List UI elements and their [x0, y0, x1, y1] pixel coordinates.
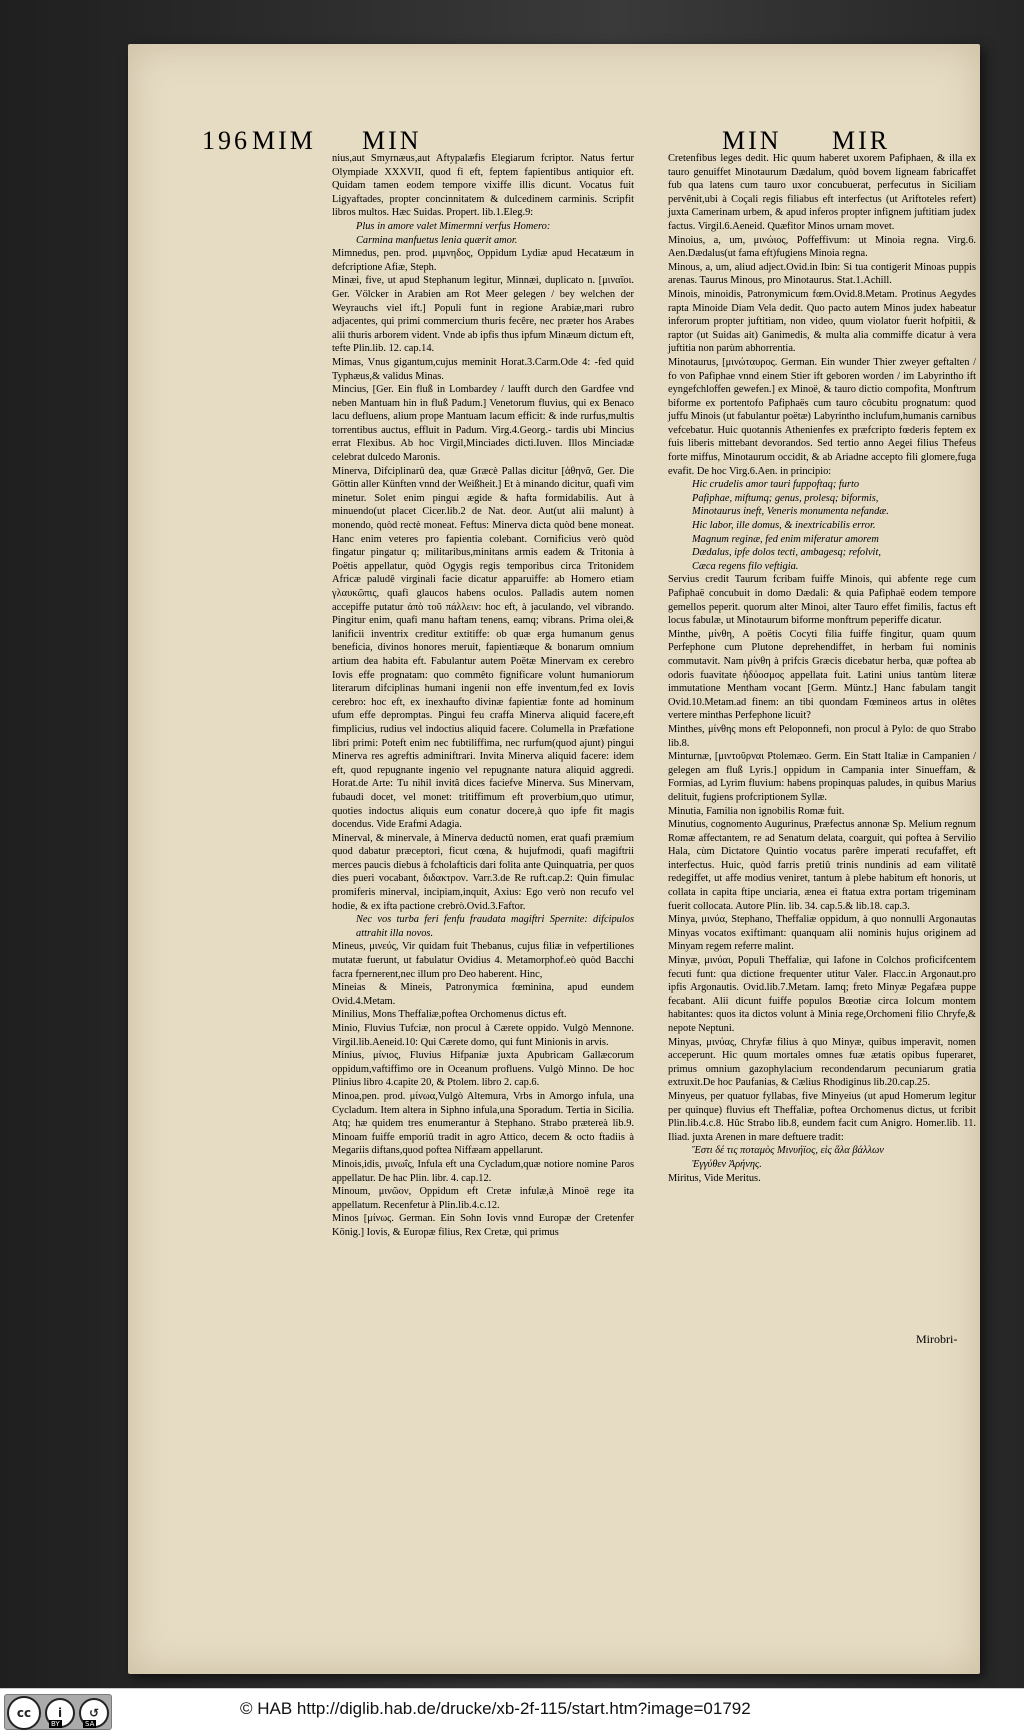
sa-label: SA [85, 1720, 95, 1728]
entry-mineus: Mineus, μινεύς, Vir quidam fuit Thebanus, cujus filiæ in vefpertiliones mutatæ fuerunt, ut fabulatur Ovidius 4. Metamorphof.eò quòd Bacchi facra fpernerent,nec illum pro Deo haberent. Hinc, [332, 941, 634, 980]
entry-mimnermus-cont: nius,aut Smyrnæus,aut Aftypalæfis Elegiarum fcriptor. Natus fertur Olympiade XXXVII, quod fi eft, feptem fapientibus antiquior eft. Quidam tamen eodem tempore vixiffe illis dicunt. Vocatus fuit Ligyaftades, propter concinnitatem & dulcedinem carminis. Scripfit libros multos. Hæc Suidas. Propert. lib.1.Eleg.9: [332, 153, 634, 219]
right-column [668, 152, 976, 1185]
entry-minoum: Minoum, μινῶον, Oppidum eft Cretæ infulæ,à Minoë rege ita appellatum. Recenfetur à Plin.lib.4.c.12. [332, 1186, 634, 1211]
entry-minio: Minio, Fluvius Tufciæ, non procul à Cærete oppido. Vulgò Mennone. Virgil.lib.Aeneid.10: Qui Cærete domo, qui funt Minionis in arvis. [332, 1023, 634, 1048]
entry-minius: Minius, μίνιος, Fluvius Hifpaniæ juxta Apubricam Gallæcorum oppidum,vaftiffimo ore in Oceanum profluens. Vulgò Minno. De hoc Plinius libro 4.capite 20, & Ptolem. libro 2. cap.6. [332, 1050, 634, 1089]
entry-minyas: Minyas, μινύας, Chryfæ filius à quo Minyæ, quibus imperavit, nomen acceperunt. Hic quum mortales omnes fuæ ætatis opibus fuperaret, primus omnium gazophylacium recondendarum pecuniarum gratia extruxit.De hoc Paufanias, & Cælius Rhodiginus lib.20.cap.25. [668, 1036, 976, 1089]
verse-line: Hic labor, ille domus, & inextricabilis error. [692, 520, 876, 532]
entry-minyae: Minyæ, μινύαι, Populi Theffaliæ, qui Iafone in Colchos proficifcentem fecuti funt: qua dictione frequenter utitur Valer. Flacc.in Argonaut.pro ipfis Argonautis. Ovid.lib.7.Metam. Iamq; freto Minyæ Pegafæa puppe fecabant. Alii dicunt fuiffe populos Bœotiæ circa Iolcum montem habitantes: quos ita dictos volunt à Minia rege,Orchomeni filio Chryfe,& nepote Neptuni. [668, 955, 976, 1034]
source-link[interactable]: © HAB http://diglib.hab.de/drucke/xb-2f-115/start.htm?image=01792 [240, 1699, 751, 1718]
verse-line: Carmina manfuetus lenia quærit amor. [356, 234, 518, 246]
by-label: BY [51, 1720, 60, 1728]
entry-mimas: Mimas, Vnus gigantum,cujus meminit Horat.3.Carm.Ode 4: -fed quid Typhæus,& validus Minas. [332, 356, 634, 382]
entry-miritus: Miritus, Vide Meritus. [668, 1172, 761, 1184]
attribution-icon: i [45, 1698, 75, 1728]
entry-minyeus: Minyeus, per quatuor fyllabas, five Minyeius (ut apud Homerum legitur per quinque) fluvius eft Theffaliæ, poftea Orchomenus dictus, ut fcribit Plin.lib.4.c.8. Hûc Strabo lib.8, eundem facit cum Anigro. Homer.lib. 11. Iliad. juxta Arenen in mare deftuere tradit: [668, 1090, 976, 1143]
verse-line: Cæca regens filo veftigia. [692, 560, 799, 572]
cc-icon: cc [7, 1696, 41, 1730]
verse-line: Plus in amore valet Mimermni verfus Homero: [356, 220, 551, 232]
entry-minilius: Minilius, Mons Theffaliæ,poftea Orchomenus dictus eft. [332, 1009, 567, 1021]
headword-2: MIN [362, 126, 422, 155]
entry-minturnae: Minturnæ, [μιντοῦρναι Ptolemæo. Germ. Ein Statt Italiæ in Campanien / gelegen am fluß Lyris.] oppidum in Campania inter Sinueffam, & Formias, ad Lyrim fluvium: habens propinquas paludes, in quibus Marius delituit, fugiens profcriptionem Syllæ. [668, 751, 976, 803]
entry-minoius: Minoius, a, um, μινώιος, Poffeffivum: ut Minoia regna. Virg.6. Aen.Dædalus(ut fama eft)fugiens Minoia regna. [668, 234, 976, 260]
entry-minois-patronym: Minois, minoidis, Patronymicum fœm.Ovid.8.Metam. Protinus Aegydes rapta Minoide Diam Vela dedit. Quo pacto autem Minos judex habeatur inferorum propter juftitiam, non video, quum violator fuerit hofpitii, & raptor (ut Suidas ait) Ganimedis, & multa alia commiffe dicatur à vera juftitia non parùm abhorrentia. [668, 288, 976, 355]
verse-line: Minotaurus ineft, Veneris monumenta nefandæ. [692, 506, 889, 518]
entry-mimnedus: Mimnedus, pen. prod. μιμνηδος, Oppidum Lydiæ apud Hecatæum in defcriptione Afiæ, Steph. [332, 248, 634, 273]
entry-minos-cont: Cretenfibus leges dedit. Hic quum haberet uxorem Pafiphaen, & illa ex tauro genuiffet Minotaurum Dædalum, quòd bovem ligneam fabricaffet fub qua latens cum tauro uxor concubuerat, perfecutus in Siciliam pervênit,ubi à Coçali regis filiabus eft interfectus (ut Ariftoteles refert) juxta Camerinam urbem, & apud inferos propter infignem juftitiam judex factus. Virgil.6.Aeneid. Quæfitor Minos urnam movet. [668, 153, 976, 232]
verse-line: Hic crudelis amor tauri fuppoftaq; furto [692, 479, 860, 491]
entry-servius: Servius credit Taurum fcribam fuiffe Minois, qui abfente rege cum Pafiphaë concubuit in domo Dædali: & quia Pafiphaë eodem tempore gemellos peperit. quorum alter Minoi, alter Tauro effet fimilis, factus eft locus fabulæ, ut Minotaurum biforme monftrum peperiffe dicatur. [668, 574, 976, 627]
cc-license-badge[interactable] [4, 1694, 112, 1730]
headword-3: MIN [722, 126, 782, 155]
verse-line-greek: Ἔστι δέ τις ποταμὸς Μινυήϊος, εἰς ἅλα βάλλων [692, 1145, 884, 1157]
entry-minutia: Minutia, Familia non ignobilis Romæ fuit. [668, 805, 845, 817]
verse-line-greek: Ἐγγύθεν Ἀρήνης. [692, 1158, 762, 1170]
entry-minerval: Minerval, & minervale, à Minerva deductû nomen, erat quafi præmium quod dabatur præceptori, ficut cœna, & hujufmodi, quafi magiftrii merces paucis diebus à fcholafticis dari folita ante Quinquatria, per quos dies pueri vocabant, διδακτρον. Varr.3.de Re ruft.cap.2: Quin fimulac promiferis minerval, incipiam,inquit, Axius: Ego verò non recufo vel hodie, & ex ifta pactione crebrò.Ovid.3.Faftor. [332, 832, 634, 912]
page-number: 196 [202, 126, 250, 155]
entry-mincius: Mincius, [Ger. Ein fluß in Lombardey / laufft durch den Gardfee vnd neben Mantuam hin in fluß Padum.] Venetorum fluvius, qui ex Benaco lacu defluens, alium prope Mantuam lacum efficit: & inde rurfus,multis torrentibus auctus, effluit in Padum. Virg.4.Georg.- tardis ubi Mincius errat Flexibus. Ab hoc Virgil,Minciades dicti.Iuven. Illos Minciadæ celebrat dulcedo Maronis. [332, 384, 634, 464]
entry-minotaurus: Minotaurus, [μινώταυρος. German. Ein wunder Thier zweyer geftalten / fo von Pafiphae vnnd einem Stier ift geboren worden / im Labyrintho ift eyngefchloffen gewefen.] ex Minoë, & tauro dictio compofita, Monftrum biforme ex portentofo Pafiphaës cum tauro côcubitu prognatum: quod juffu Minois (ut fabulantur poëtæ) Labyrintho inclufum,humanis carnibus vefcebatur. Huic quotannis Athenienfes ex præfcripto fœderis feptem ex fuis liberis mittebant devorandos. Sed tertio anno Aegei filius Thefeus forte miffus, Minotaurum occidit, & ab Ariadne accepto fili glomere,fuga evafit. De hoc Virg.6.Aen. in principio: [668, 356, 976, 477]
entry-minthe: Minthe, μίνθη, A poëtis Cocyti filia fuiffe fingitur, quam quum Perfephone cum Plutone deprehendiffet, in herbam fui nominis commutavit. Nam μίνθη à prifcis Græcis dicebatur herba, quæ poftea ab odoris fuavitate ἡδύοσμος appellata fuit. Latini unius tantùm literæ immutatione Mentham vocant [Germ. Müntz.] Hanc fabulam tangit Ovid.10.Metam.ad finem: an tibi quondam Fœmineos artus in olêtes vertere minthas Perfephone licuit? [668, 628, 976, 722]
entry-mineias: Mineias & Mineis, Patronymica fœminina, apud eundem Ovid.4.Metam. [332, 982, 634, 1007]
entry-minya: Minya, μινύα, Stephano, Theffaliæ oppidum, à quo nonnulli Argonautas Minyas vocatos exiftimant: quanquam alii nominis hujus originem ad Minyam regem referre malint. [668, 914, 976, 953]
entry-minthes: Minthes, μίνθης mons eft Peloponnefi, non procul à Pylo: de quo Strabo lib.8. [668, 723, 976, 749]
entry-minoa: Minoa,pen. prod. μίνωα,Vulgò Altemura, Vrbs in Amorgo infula, una Cycladum. Item altera in Siphno infula,una Sporadum. Tertia in Sicilia. Atq; hæ quidem tres enumerantur à Stephano. Strabo prætereà lib.9. Minoam fuiffe emporiû tradit in agro Attico, decem & octo ftadiis à Megariis diftans,quod poftea Niffæam appellarunt. [332, 1090, 634, 1157]
verse-line: Nec vos turba feri fenfu fraudata magiftri Spernite: difcipulos attrahit illa novos. [356, 914, 634, 939]
verse-line: Dædalus, ipfe dolos tecti, ambagesq; refolvit, [692, 547, 881, 559]
verse-line: Pafiphae, miftumq; genus, prolesq; biformis, [692, 492, 879, 504]
entry-minaei: Minæi, five, ut apud Stephanum legitur, Minnæi, duplicato n. [μιναῖοι. Ger. Völcker in Arabien am Rot Meer gelegen / bey welchen der Weyrauchs viel ift.] Populi funt in regione Arabiæ,mari rubro adjacentes, qui primi commercium thuris fecêre, nec præter hos Arabes alii thuris arborem vident. Vnde ab ipfis thus ipfum Minæum dictum eft, tefte Plin.lib. 12. cap.14. [332, 275, 634, 355]
entry-minutius: Minutius, cognomento Augurinus, Præfectus annonæ Sp. Melium regnum Romæ affectantem, re ad Senatum delata, coarguit, qui poftea à Servilio Hala, cùm Dictatore Quintio vocatus parêre imperati recufaffet, eft interfectus. Huic, quòd farris pretiû trinis nundinis ad eam vilitatê redegiffet, ut affe modius veniret, tantum à plebe habitum eft honoris, ut collata in capita ftipe unciaria, ænea ei ftatua extra portam trigeminam fuerit collocata. Autore Plin. lib. 34. cap.5.& lib.18. cap.3. [668, 819, 976, 912]
entry-minerva: Minerva, Difciplinarû dea, quæ Græcè Pallas dicitur [ἀθηνᾶ, Ger. Die Göttin aller Künften vnnd der Weißheit.] Et à minando dicitur, quafi vim minetur. Solet enim pingui ægide & hafta formidabilis. Aut à minuendo(ut placet Cicer.lib.2 de Nat. deor. Aut(ut alii malunt) à monendo, quòd rectè moneat. Feftus: Minerva dicta quòd bene moneat. Hanc enim veteres pro fapientia colebant. Cornificius verò quòd fingatur pingatur q; militaribus,minitans armis eadem & Tritonia à Poëtis appellatur, quòd Ogygis regis temporibus circa Tritonidem Africæ paludê virginali facie dicatur apparuiffe: ab Homero etiam γλαυκῶπις, quafi glaucos habens oculos. Palladis autem nomen accepiffe putatur ἀπὸ τοῦ πάλλειν: hoc eft, à jaculando, vel vibrando. Pingitur enim, quafi manu haftam tenens, eamq; vibrans. Prima olei,& lanificii inventrix creditur extitiffe: ob quæ erga humanum genus beneficia, divinos honores meruit, fapientiæque & bonarum omnium artium dea habita eft. Fabulantur autem Poëtæ Minervam ex cerebro Iovis effe prognatam: quo commêto fignificare volunt humaniorum literarum difciplinas humani ingenii non effe inventum,fed ex Iovis cerebro: hoc eft, ex inexhaufto divinæ fapientiæ fonte ad hominum ufum effe depromptas. Pingui feu craffa Minerva aliquid facere,eft fimplicius, rudius vel indoctius aliquid facere. Columella in Præfatione libri primi: Poteft enim nec fubtiliffima, nec rurfum(quod ajunt) pingui Minerva res agreftis adminiftrari. Invita Minerva aliquid facere: idem eft, quod repugnante ingenio vel repugnante natura aliquid aggredi. Horat.de Arte: Tu nihil invitâ dices faciefve Minerva. Sus Minervam, fubaudi docet, vel monet: tritiffimum eft proverbium,quo utimur, quoties indoctus aliquis eum conatur docere,à quo ipfe fit magis docendus. Vide Erafmi Adagia. [332, 465, 634, 831]
share-alike-icon: ↺ [79, 1698, 109, 1728]
headword-4: MIR [832, 126, 891, 155]
footer-bar [0, 1688, 1024, 1733]
headword-1: MIM [252, 126, 316, 155]
entry-minos: Minos [μίνως. German. Ein Sohn Iovis vnnd Europæ der Cretenfer König.] Iovis, & Europæ filius, Rex Cretæ, qui primus [332, 1213, 634, 1238]
entry-minous: Minous, a, um, aliud adject.Ovid.in Ibin: Si tua contigerit Minoas puppis arenas. Taurus Minous, pro Minotaurus. Stat.1.Achill. [668, 261, 976, 287]
left-column [332, 152, 634, 1240]
verse-line: Magnum reginæ, fed enim miferatur amorem [692, 533, 879, 545]
entry-minois: Minois,idis, μινωΐς, Infula eft una Cycladum,quæ notiore nomine Paros appellatur. De hac Plin. libr. 4. cap.12. [332, 1158, 634, 1184]
catchword: Mirobri- [916, 1332, 958, 1346]
